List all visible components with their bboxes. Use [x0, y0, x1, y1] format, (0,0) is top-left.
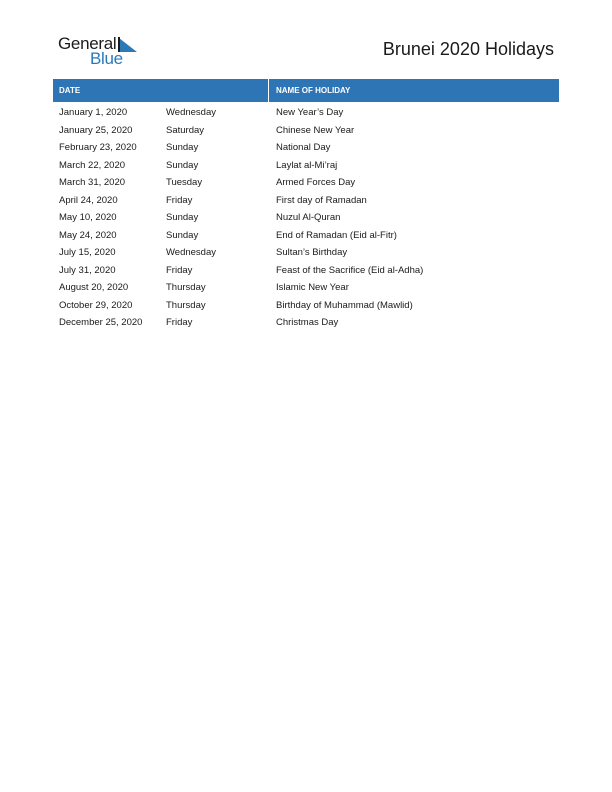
holiday-weekday: Friday [166, 264, 193, 276]
holiday-name: First day of Ramadan [276, 194, 367, 206]
holiday-name: Christmas Day [276, 317, 339, 328]
table-row [53, 192, 559, 210]
logo-blue-text: Blue [90, 49, 123, 68]
holiday-name: Nuzul Al-Quran [276, 212, 341, 223]
holiday-name: Armed Forces Day [276, 177, 356, 188]
table-row [53, 297, 559, 315]
holiday-date: January 25, 2020 [59, 124, 133, 136]
holiday-weekday: Thursday [166, 282, 206, 293]
column-header-name: NAME OF HOLIDAY [276, 86, 351, 95]
holiday-date: March 22, 2020 [59, 159, 126, 171]
holiday-weekday: Tuesday [166, 177, 203, 188]
holiday-weekday: Wednesday [166, 247, 216, 258]
holiday-date: February 23, 2020 [59, 142, 137, 153]
holiday-table [53, 79, 559, 332]
holiday-name: Chinese New Year [276, 124, 355, 136]
table-row [53, 314, 559, 332]
table-body [53, 102, 559, 332]
holiday-weekday: Sunday [166, 212, 199, 223]
holiday-date: January 1, 2020 [59, 107, 128, 118]
holiday-date: April 24, 2020 [59, 194, 118, 206]
holiday-name: Birthday of Muhammad (Mawlid) [276, 299, 413, 311]
holiday-date: August 20, 2020 [59, 282, 129, 293]
holiday-name: Islamic New Year [276, 282, 349, 293]
table-row [53, 104, 559, 122]
table-row [53, 227, 559, 245]
table-row [53, 209, 559, 227]
holiday-date: December 25, 2020 [59, 317, 143, 328]
holiday-date: March 31, 2020 [59, 177, 126, 188]
holiday-date: October 29, 2020 [59, 299, 133, 311]
holiday-name: End of Ramadan (Eid al-Fitr) [276, 229, 397, 241]
holiday-weekday: Friday [166, 194, 193, 206]
table-row [53, 262, 559, 280]
holiday-weekday: Thursday [166, 299, 206, 311]
column-header-date: DATE [53, 79, 269, 102]
page-title: Brunei 2020 Holidays [382, 39, 554, 59]
holiday-name: Laylat al-Mi’raj [276, 159, 338, 171]
generalblue-logo [58, 34, 158, 68]
holiday-date: July 31, 2020 [59, 264, 116, 276]
holiday-name: New Year’s Day [276, 107, 344, 118]
table-row [53, 157, 559, 175]
holiday-name: Sultan’s Birthday [276, 247, 348, 258]
holiday-date: May 24, 2020 [59, 229, 117, 241]
holiday-name: National Day [276, 142, 331, 153]
holiday-weekday: Sunday [166, 159, 199, 171]
holiday-weekday: Wednesday [166, 107, 216, 118]
holiday-weekday: Sunday [166, 142, 199, 153]
table-row [53, 122, 559, 140]
table-row [53, 174, 559, 192]
holiday-date: May 10, 2020 [59, 212, 117, 223]
holiday-date: July 15, 2020 [59, 247, 116, 258]
table-row [53, 279, 559, 297]
holiday-name: Feast of the Sacrifice (Eid al-Adha) [276, 264, 424, 276]
table-header [53, 79, 559, 102]
table-row [53, 244, 559, 262]
logo-general-text: General [58, 34, 117, 53]
holiday-weekday: Saturday [166, 124, 205, 136]
holiday-weekday: Friday [166, 317, 193, 328]
table-row [53, 139, 559, 157]
holiday-weekday: Sunday [166, 229, 199, 241]
